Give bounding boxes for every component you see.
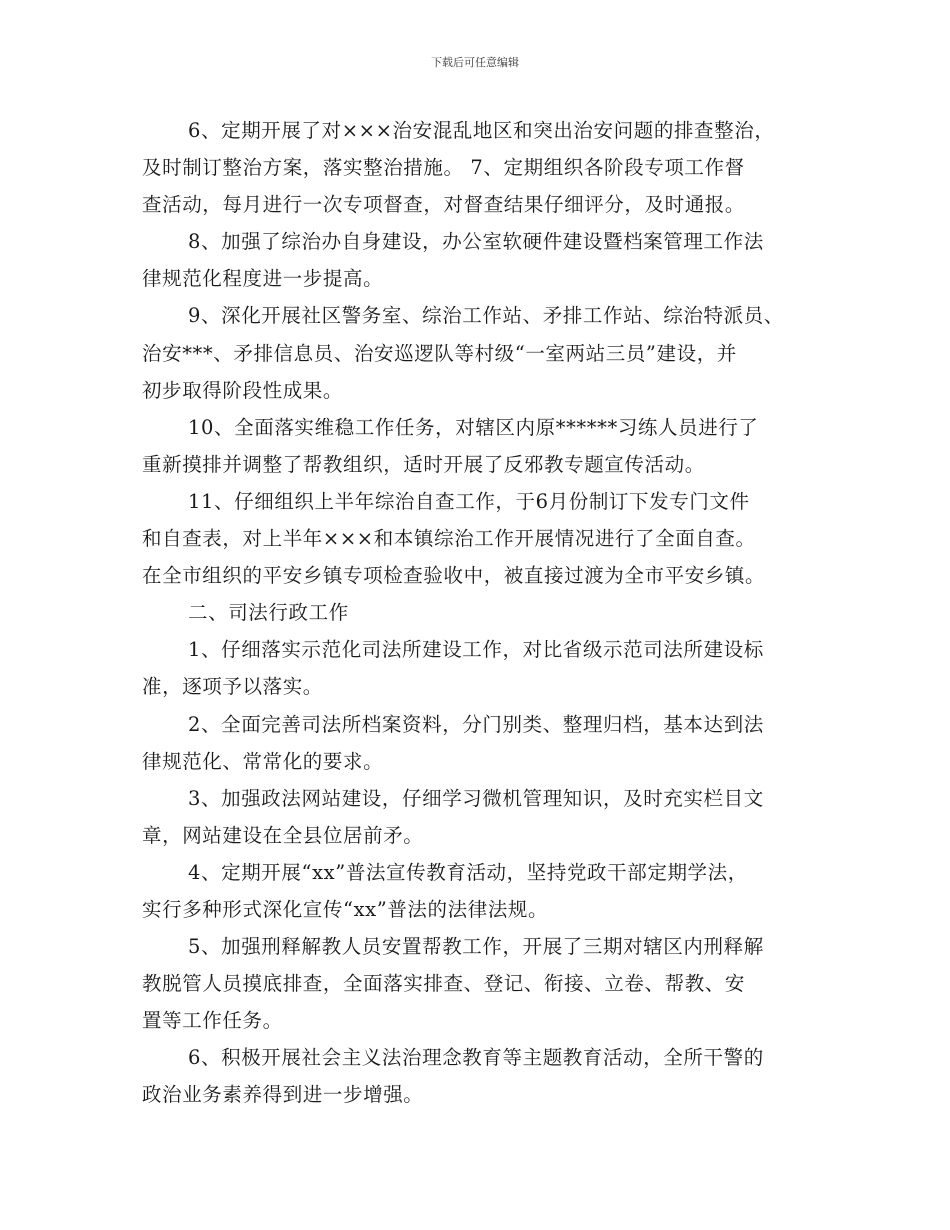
text-line: 及时制订整治方案，落实整治措施。 7、定期组织各阶段专项工作督: [142, 156, 745, 180]
text-line: 治安***、矛排信息员、治安巡逻队等村级“一室两站三员”建设，并: [142, 341, 737, 365]
header-note: 下载后可任意编辑: [431, 56, 519, 69]
text-line: 在全市组织的平安乡镇专项检查验收中，被直接过渡为全市平安乡镇。: [142, 564, 766, 588]
text-line: 6、定期开展了对×××治安混乱地区和突出治安问题的排查整治，: [188, 119, 775, 142]
document-body: [142, 112, 822, 1114]
text-line: 和自查表，对上半年×××和本镇综治工作开展情况进行了全面自查。: [142, 527, 756, 551]
text-line: 1、仔细落实示范化司法所建设工作，对比省级示范司法所建设标: [188, 638, 764, 662]
text-line: 5、加强刑释解教人员安置帮教工作，开展了三期对辖区内刑释解: [188, 935, 764, 959]
text-line: 3、加强政法网站建设，仔细学习微机管理知识，及时充实栏目文: [188, 786, 764, 810]
text-line: 8、加强了综治办自身建设，办公室软硬件建设暨档案管理工作法: [188, 230, 764, 254]
text-line: 查活动，每月进行一次专项督查，对督查结果仔细评分，及时通报。: [142, 193, 746, 217]
text-line: 初步取得阶段性成果。: [142, 378, 344, 402]
text-line: 置等工作任务。: [142, 1009, 283, 1033]
text-line: 10、全面落实维稳工作任务，对辖区内原******习练人员进行了: [188, 415, 759, 439]
text-line: 准，逐项予以落实。: [142, 675, 323, 699]
text-line: 教脱管人员摸底排查，全面落实排查、登记、衔接、立卷、帮教、安: [142, 972, 746, 996]
section-heading: 二、司法行政工作: [188, 601, 349, 625]
text-line: 重新摸排并调整了帮教组织，适时开展了反邪教专题宣传活动。: [142, 452, 705, 476]
text-line: 实行多种形式深化宣传“xx”普法的法律法规。: [142, 897, 549, 921]
text-line: 9、深化开展社区警务室、综治工作站、矛排工作站、综治特派员、: [188, 304, 784, 328]
text-line: 律规范化程度进一步提高。: [142, 267, 384, 291]
text-line: 2、全面完善司法所档案资料，分门别类、整理归档，基本达到法: [188, 712, 764, 736]
text-line: 4、定期开展“xx”普法宣传教育活动，坚持党政干部定期学法，: [188, 860, 748, 884]
text-line: 11、仔细组织上半年综治自查工作，于6月份制订下发专门文件: [188, 489, 750, 513]
text-line: 律规范化、常常化的要求。: [142, 749, 384, 773]
text-line: 6、积极开展社会主义法治理念教育等主题教育活动，全所干警的: [188, 1046, 764, 1070]
text-line: 政治业务素养得到进一步增强。: [142, 1083, 424, 1107]
text-line: 章，网站建设在全县位居前矛。: [142, 823, 424, 847]
